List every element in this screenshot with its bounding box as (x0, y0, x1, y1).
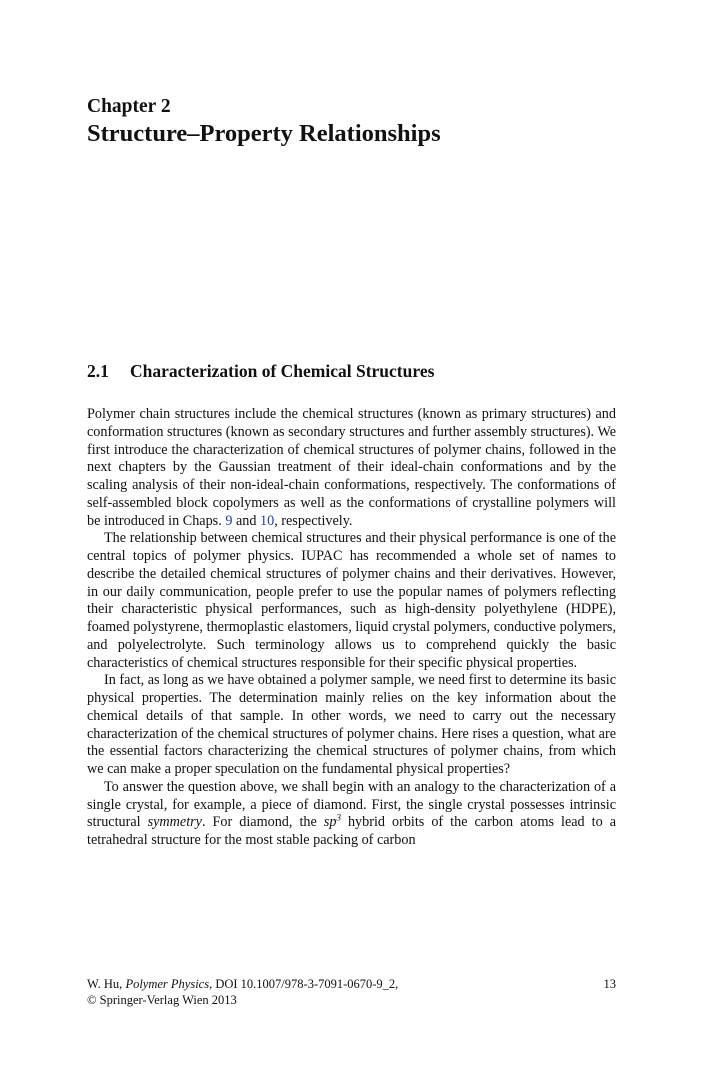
paragraph-1-text-b: and (232, 512, 260, 529)
chapter-title: Structure–Property Relationships (87, 120, 441, 147)
citation-doi: , DOI 10.1007/978-3-7091-0670-9_2, (209, 977, 399, 991)
citation-line (87, 977, 616, 993)
paragraph-4 (87, 779, 616, 850)
citation-author: W. Hu, (87, 977, 126, 991)
section-title: Characterization of Chemical Structures (130, 361, 435, 381)
paragraph-4-text-b: . For diamond, the (201, 814, 324, 831)
chapter-label: Chapter 2 (87, 96, 171, 117)
chapter-9-link[interactable]: 9 (225, 512, 233, 529)
sp3-term (324, 814, 341, 830)
section-number: 2.1 (87, 361, 109, 381)
citation-book: Polymer Physics (125, 977, 210, 991)
page-number: 13 (603, 977, 616, 991)
paragraph-1-text-c: , respectively. (274, 512, 353, 529)
sp-label: sp (323, 814, 337, 831)
chapter-10-link[interactable]: 10 (260, 512, 275, 529)
paragraph-1 (87, 406, 616, 530)
symmetry-term: symmetry (147, 814, 202, 831)
section-heading (87, 361, 434, 382)
body-text (87, 406, 616, 850)
paragraph-4-text-c: hybrid orbits of the carbon atoms lead to a tetrahedral structure for the most stable packing of carbon (87, 814, 616, 848)
paragraph-1-text-a: Polymer chain structures include the chemical structures (known as primary structures) and conformation structures (known as secondary structures and further assembly structures). We first introduce the characterization of chemical structures of polymer chains, followed in the next chapters by the Gaussian treatment of their ideal-chain conformations and by the scaling analysis of their non-ideal-chain conformations, respectively. The conformations of self-assembled block copolymers as well as the conformations of crystalline polymers will be introduced in Chaps. (87, 406, 616, 529)
paragraph-2: The relationship between chemical structures and their physical performance is one of the central topics of polymer physics. IUPAC has recommended a whole set of names to describe the detailed chemical structures of polymer chains and their derivatives. However, in our daily communication, people prefer to use the popular names of polymers reflecting their characteristic physical performances, such as high-density polyethylene (HDPE), foamed polystyrene, thermoplastic elastomers, liquid crystal polymers, conductive polymers, and polyelectrolyte. Such terminology allows us to comprehend quickly the basic characteristics of chemical structures responsible for their specific physical properties. (87, 530, 616, 671)
paragraph-4-text-a: To answer the question above, we shall begin with an analogy to the characterization of a single crystal, for example, a piece of diamond. First, the single crystal possesses intrinsic structural (87, 778, 616, 831)
paragraph-3: In fact, as long as we have obtained a polymer sample, we need first to determine its basic physical properties. The determination mainly relies on the key information about the chemical details of that sample. In other words, we need to carry out the necessary characterization of the chemical structures of polymer chains. Here rises a question, what are the essential factors characterizing the chemical structures of polymer chains, from which we can make a proper speculation on the fundamental physical properties? (87, 672, 616, 777)
page-footer (87, 977, 616, 1008)
copyright-line: © Springer-Verlag Wien 2013 (87, 992, 237, 1007)
sp3-superscript: 3 (336, 812, 341, 823)
